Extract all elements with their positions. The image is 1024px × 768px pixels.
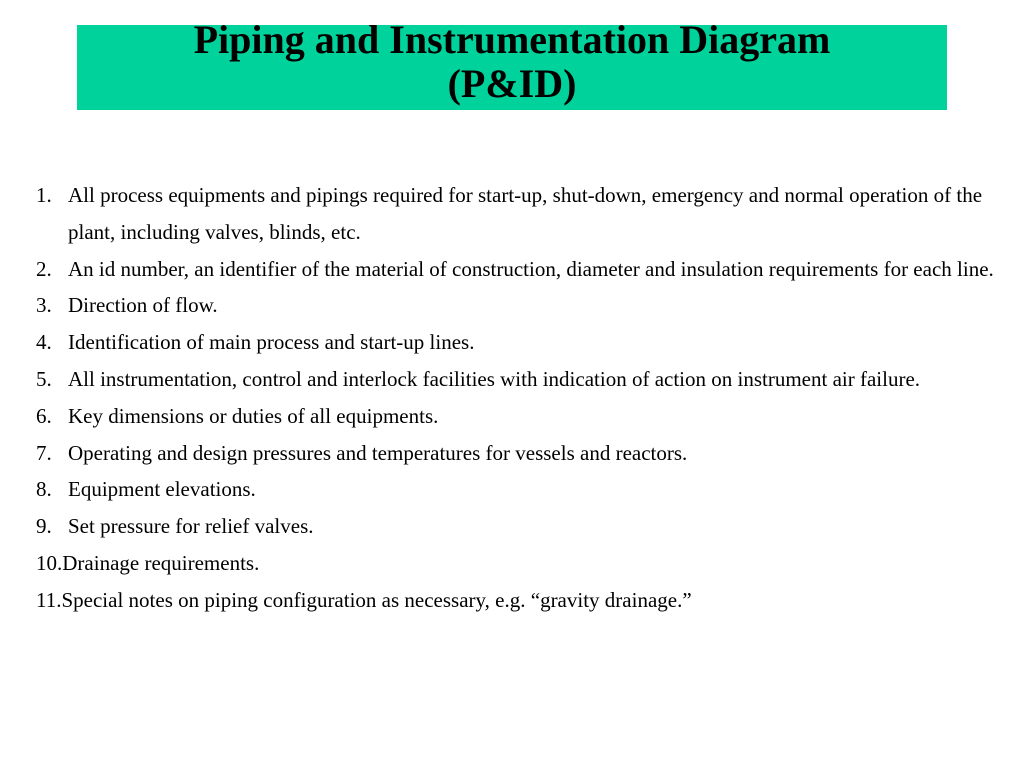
title-line-1: Piping and Instrumentation Diagram: [193, 17, 831, 62]
list-item: [36, 398, 996, 435]
item-number: 4.: [36, 330, 52, 355]
title-line-2: (P&ID): [447, 61, 577, 106]
item-text: Key dimensions or duties of all equipments.: [68, 403, 439, 428]
item-text: Drainage requirements.: [62, 550, 260, 575]
item-number: 9.: [36, 514, 52, 539]
list-item: [36, 251, 996, 288]
list-item: [36, 287, 996, 324]
item-number: 1.: [36, 183, 52, 207]
list-item: [36, 177, 996, 251]
list-item: [36, 508, 996, 545]
item-number: 6.: [36, 403, 52, 428]
item-number: 11.: [36, 587, 62, 612]
list-item: [36, 582, 996, 619]
item-text: All process equipments and pipings required for start-up, shut-down, emergency and normal operation of the plant, including valves, blinds, etc.: [68, 183, 983, 244]
list-item: [36, 545, 996, 582]
item-number: 5.: [36, 366, 52, 391]
item-text: Operating and design pressures and temperatures for vessels and reactors.: [68, 440, 688, 465]
item-number: 8.: [36, 477, 52, 502]
list-item: [36, 361, 996, 398]
item-text: Direction of flow.: [68, 293, 218, 318]
item-text: Special notes on piping configuration as necessary, e.g. “gravity drainage.”: [61, 587, 692, 612]
item-text: Equipment elevations.: [68, 477, 256, 502]
list-item: [36, 435, 996, 472]
item-number: 3.: [36, 293, 52, 318]
requirements-list: [36, 177, 996, 619]
item-text: Set pressure for relief valves.: [68, 514, 314, 539]
item-text: Identification of main process and start-up lines.: [68, 330, 475, 355]
item-number: 10.: [36, 550, 63, 575]
item-text: An id number, an identifier of the material of construction, diameter and insulation requirements for each line.: [68, 256, 994, 281]
list-item: [36, 324, 996, 361]
list-item: [36, 471, 996, 508]
item-number: 2.: [36, 256, 52, 281]
page-title: [77, 18, 947, 106]
item-number: 7.: [36, 440, 52, 465]
item-text: All instrumentation, control and interlock facilities with indication of action on instrument air failure.: [68, 366, 921, 391]
